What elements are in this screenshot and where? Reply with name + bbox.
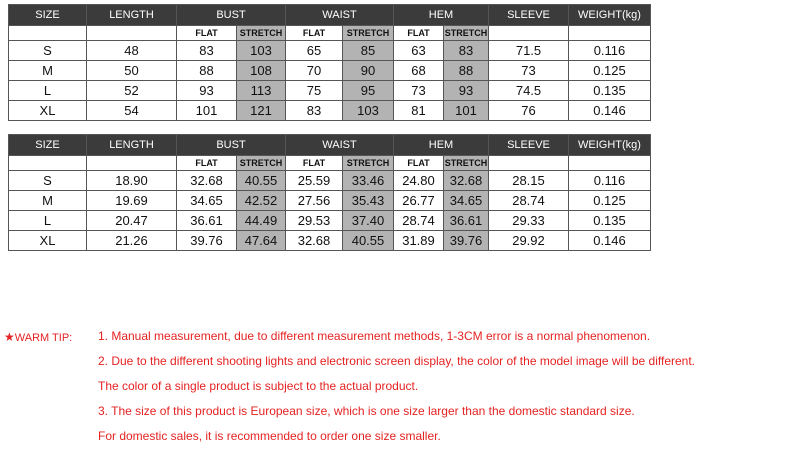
subheader-bust-stretch: STRETCH [237,156,286,171]
cell-weight: 0.135 [569,81,651,101]
header-size: SIZE [9,5,87,26]
cell-size: XL [9,231,87,251]
header-bust: BUST [177,5,286,26]
cell-bust-flat: 39.76 [177,231,237,251]
cell-length: 50 [87,61,177,81]
cell-bust-stretch: 40.55 [237,171,286,191]
cell-waist-flat: 32.68 [286,231,343,251]
cell-size: S [9,41,87,61]
cell-waist-flat: 29.53 [286,211,343,231]
cell-hem-flat: 68 [394,61,444,81]
cell-waist-stretch: 40.55 [343,231,394,251]
size-table-inch [8,134,651,251]
cell-waist-stretch: 95 [343,81,394,101]
cell-waist-stretch: 35.43 [343,191,394,211]
cell-size: M [9,61,87,81]
cell-hem-stretch: 39.76 [444,231,489,251]
cell-length: 54 [87,101,177,121]
tip-line [4,351,800,376]
cell-bust-flat: 83 [177,41,237,61]
subheader-bust-stretch: STRETCH [237,26,286,41]
header-bust: BUST [177,135,286,156]
cell-bust-stretch: 121 [237,101,286,121]
cell-bust-flat: 101 [177,101,237,121]
cell-waist-stretch: 90 [343,61,394,81]
subheader-bust-flat: FLAT [177,156,237,171]
cell-hem-flat: 24.80 [394,171,444,191]
table-row [9,171,651,191]
subheader-hem-flat: FLAT [394,26,444,41]
subheader-empty [489,26,569,41]
subheader-row [9,26,651,41]
cell-length: 52 [87,81,177,101]
cell-bust-stretch: 103 [237,41,286,61]
subheader-waist-flat: FLAT [286,156,343,171]
tip-text-5: For domestic sales, it is recommended to order one size smaller. [98,429,441,443]
table-row [9,191,651,211]
cell-size: XL [9,101,87,121]
cell-bust-flat: 32.68 [177,171,237,191]
cell-sleeve: 29.92 [489,231,569,251]
warm-tip-label [4,330,72,344]
subheader-row [9,156,651,171]
header-row [9,135,651,156]
cell-bust-flat: 88 [177,61,237,81]
subheader-empty [569,156,651,171]
cell-size: M [9,191,87,211]
cell-weight: 0.135 [569,211,651,231]
cell-weight: 0.125 [569,191,651,211]
header-sleeve: SLEEVE [489,5,569,26]
cell-size: L [9,211,87,231]
cell-length: 18.90 [87,171,177,191]
cell-sleeve: 71.5 [489,41,569,61]
header-waist: WAIST [286,135,394,156]
cell-waist-stretch: 37.40 [343,211,394,231]
cell-size: L [9,81,87,101]
cell-hem-flat: 28.74 [394,211,444,231]
cell-bust-flat: 34.65 [177,191,237,211]
header-length: LENGTH [87,5,177,26]
cell-sleeve: 74.5 [489,81,569,101]
cell-length: 19.69 [87,191,177,211]
cell-hem-stretch: 36.61 [444,211,489,231]
warm-tip-section [4,326,800,451]
cell-hem-stretch: 88 [444,61,489,81]
cell-length: 20.47 [87,211,177,231]
subheader-empty [9,156,87,171]
cell-weight: 0.116 [569,41,651,61]
header-row [9,5,651,26]
cell-waist-stretch: 103 [343,101,394,121]
header-sleeve: SLEEVE [489,135,569,156]
subheader-hem-stretch: STRETCH [444,156,489,171]
subheader-bust-flat: FLAT [177,26,237,41]
tip-line [4,401,800,426]
cell-waist-flat: 25.59 [286,171,343,191]
cell-sleeve: 76 [489,101,569,121]
cell-waist-flat: 27.56 [286,191,343,211]
table-row [9,41,651,61]
cell-bust-stretch: 108 [237,61,286,81]
header-weight: WEIGHT(kg) [569,5,651,26]
cell-hem-stretch: 101 [444,101,489,121]
cell-weight: 0.146 [569,101,651,121]
cell-weight: 0.125 [569,61,651,81]
tip-text-4: 3. The size of this product is European size, which is one size larger than the domestic standard size. [98,404,635,418]
cell-hem-stretch: 93 [444,81,489,101]
cell-hem-flat: 63 [394,41,444,61]
subheader-waist-stretch: STRETCH [343,26,394,41]
cell-weight: 0.146 [569,231,651,251]
tip-text-2: 2. Due to the different shooting lights and electronic screen display, the color of the model image will be different. [98,354,696,368]
tip-text-3: The color of a single product is subject to the actual product. [98,379,419,393]
table-row [9,81,651,101]
tip-line [4,326,800,351]
cell-bust-stretch: 42.52 [237,191,286,211]
header-hem: HEM [394,5,489,26]
subheader-empty [87,26,177,41]
subheader-empty [9,26,87,41]
tip-line [4,376,800,401]
cell-sleeve: 73 [489,61,569,81]
subheader-empty [489,156,569,171]
cell-hem-flat: 81 [394,101,444,121]
subheader-waist-flat: FLAT [286,26,343,41]
cell-hem-flat: 73 [394,81,444,101]
cell-hem-stretch: 34.65 [444,191,489,211]
tip-line [4,426,800,451]
cell-weight: 0.116 [569,171,651,191]
table-row [9,61,651,81]
table-row [9,101,651,121]
tip-text-1: 1. Manual measurement, due to different measurement methods, 1-3CM error is a normal phenomenon. [98,329,651,343]
subheader-empty [569,26,651,41]
warm-tip-label-text: WARM TIP: [14,332,73,344]
table-row [9,231,651,251]
cell-hem-flat: 26.77 [394,191,444,211]
cell-sleeve: 29.33 [489,211,569,231]
header-length: LENGTH [87,135,177,156]
subheader-hem-stretch: STRETCH [444,26,489,41]
size-table-cm [8,4,651,121]
cell-sleeve: 28.74 [489,191,569,211]
cell-waist-flat: 65 [286,41,343,61]
subheader-waist-stretch: STRETCH [343,156,394,171]
star-icon: ★ [4,330,15,344]
header-hem: HEM [394,135,489,156]
cell-bust-flat: 93 [177,81,237,101]
cell-bust-flat: 36.61 [177,211,237,231]
cell-bust-stretch: 113 [237,81,286,101]
cell-size: S [9,171,87,191]
cell-waist-flat: 75 [286,81,343,101]
header-waist: WAIST [286,5,394,26]
cell-waist-stretch: 33.46 [343,171,394,191]
cell-bust-stretch: 44.49 [237,211,286,231]
cell-waist-stretch: 85 [343,41,394,61]
cell-length: 21.26 [87,231,177,251]
cell-length: 48 [87,41,177,61]
table-row [9,211,651,231]
cell-waist-flat: 70 [286,61,343,81]
subheader-hem-flat: FLAT [394,156,444,171]
header-size: SIZE [9,135,87,156]
cell-hem-flat: 31.89 [394,231,444,251]
cell-hem-stretch: 83 [444,41,489,61]
cell-waist-flat: 83 [286,101,343,121]
cell-hem-stretch: 32.68 [444,171,489,191]
cell-sleeve: 28.15 [489,171,569,191]
subheader-empty [87,156,177,171]
cell-bust-stretch: 47.64 [237,231,286,251]
header-weight: WEIGHT(kg) [569,135,651,156]
